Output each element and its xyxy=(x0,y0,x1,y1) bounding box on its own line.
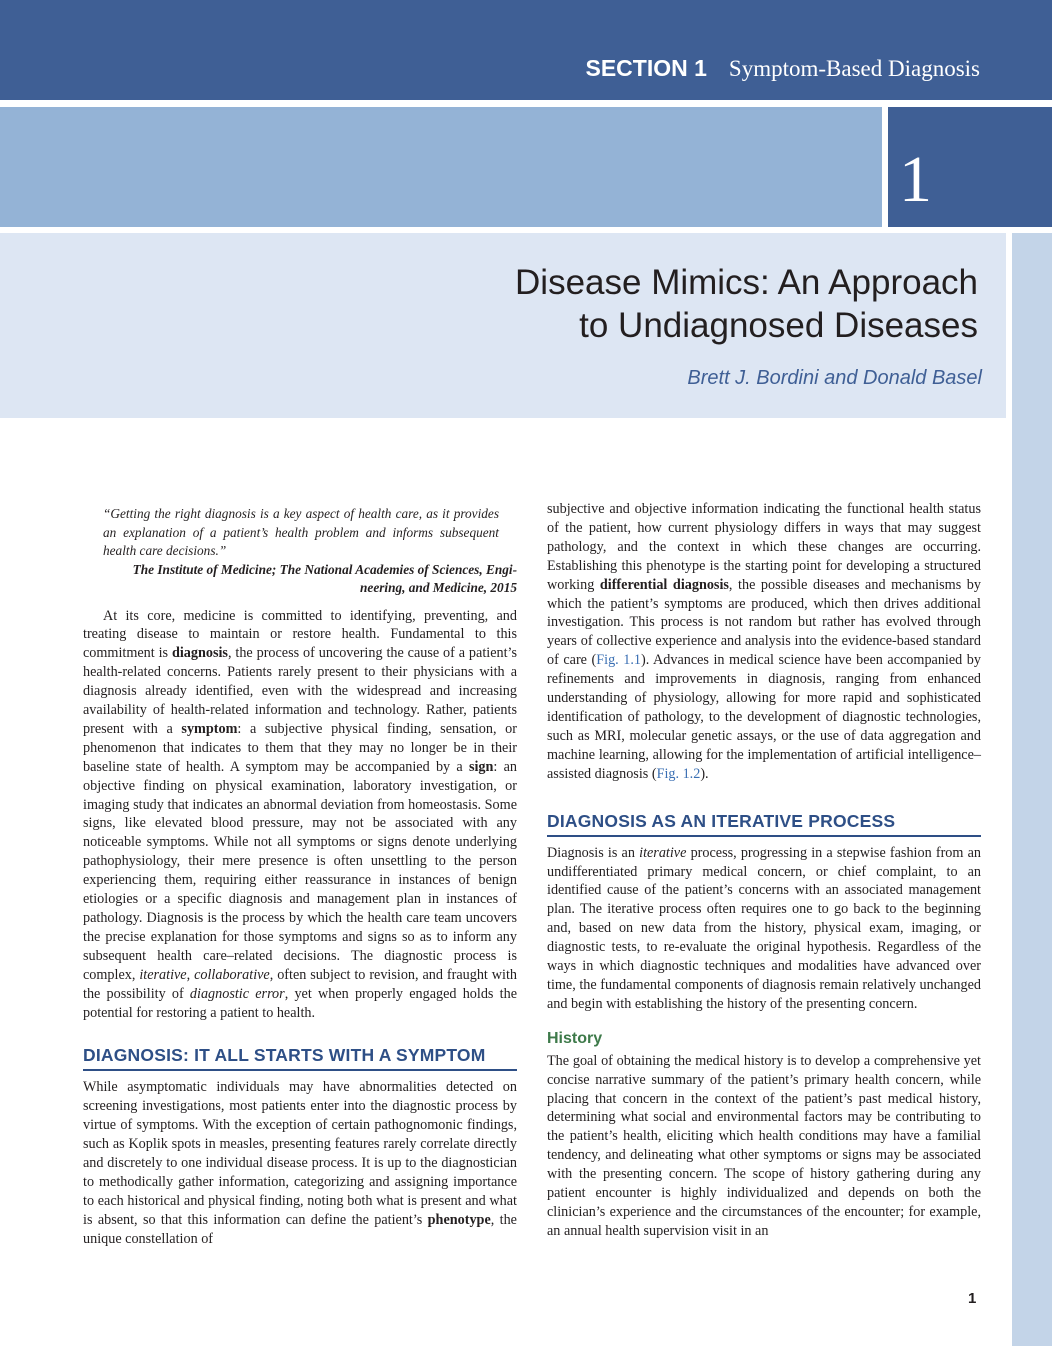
epigraph-source: The Institute of Medicine; The National Academies of Sciences, Engi- neering, and Medicine, 2015 xyxy=(132,561,517,595)
side-decorative-bar xyxy=(1012,233,1052,1346)
phenotype-paragraph: subjective and objective information indicating the functional health status of the patient, how current physiology differs in ways that may suggest pathology, and the context in which these changes are occurring. Establishing this phenotype is the starting point for developing a structured working differential diagnosis, the possible diseases and mechanisms by which the patient’s symptoms are produced, which then drives additional investigation. This process is not random but rather has evolved through years of collective experience and analysis into the evidence-based standard of care (Fig. 1.1). Advances in medical science have been accompanied by refinements and improvements in diagnosis, ranging from enhanced understanding of physiology, allowing for more rapid and sophisticated identification of pathology, to the development of diagnostic technologies, such as MRI, molecular genetic assays, or the use of data aggregation and machine learning, allowing for the implementation of artificial intelligence–assisted diagnosis (Fig. 1.2). xyxy=(547,501,981,782)
section-label xyxy=(585,55,980,82)
heading-iterative: DIAGNOSIS AS AN ITERATIVE PROCESS xyxy=(547,810,981,837)
chapter-title-line2: to Undiagnosed Diseases xyxy=(579,306,978,345)
left-column xyxy=(83,505,517,1249)
chapter-title-band xyxy=(0,233,1006,418)
chapter-title-line1: Disease Mimics: An Approach xyxy=(515,263,978,302)
figure-link-1-2[interactable]: Fig. 1.2 xyxy=(656,765,701,782)
epigraph-quote: “Getting the right diagnosis is a key aspect of health care, as it provides an explanation of a patient’s health problem and informs subsequent health care decisions.” xyxy=(103,506,499,558)
iterative-paragraph: Diagnosis is an iterative process, progressing in a stepwise fashion from an undifferentiated primary medical concern, or chief complaint, to an identified cause of the patient’s concerns with an associated management plan. The iterative process often requires one to go back to the beginning and, based on new data from the history, physical exam, imaging, or diagnostic tests, to re-evaluate the original hypothesis. Regardless of the ways in which diagnostic techniques and modalities have advanced over time, the fundamental components of diagnosis remain relatively unchanged and begin with establishing the history of the presenting concern. xyxy=(547,844,981,1012)
symptom-paragraph: While asymptomatic individuals may have abnormalities detected on screening investigations, most patients enter into the diagnostic process by virtue of symptoms. With the exception of certain pathognomonic findings, such as Koplik spots in measles, presenting features rarely correlate directly and discretely to one individual disease process. It is up to the diagnostician to methodically gather information, categorizing and assigning importance to each historical and physical finding, noting both what is present and what is absent, so that this information can define the patient’s phenotype, the unique constellation of xyxy=(83,1079,517,1247)
intro-paragraph: At its core, medicine is committed to identifying, preventing, and treating disease to maintain or restore health. Fundamental to this commitment is diagnosis, the process of uncovering the cause of a patient’s health-related concerns. Patients rarely present to their physicians with a diagnosis already identified, even with the widespread and increasing availability of health-related information and technology. Rather, patients present with a symptom: a subjective physical finding, sensation, or phenomenon that indicates to them that they may no longer be in their baseline state of health. A symptom may be accompanied by a sign: an objective finding on physical examination, laboratory investigation, or imaging study that indicates an abnormal deviation from homeostasis. Some signs, like elevated blood pressure, may not be associated with any noticeable symptoms. While not all symptoms or signs denote underlying pathophysiology, their mere presence is often unsettling to the person experiencing them, requiring either reassurance in instances of benign etiologies or a specific diagnosis and management plan in instances of pathology. Diagnosis is the process by which the health care team uncovers the precise explanation for those symptoms and signs so as to inform any subsequent health care–related decisions. The diagnostic process is complex, iterative, collaborative, often subject to revision, and fraught with the possibility of diagnostic error, yet when properly engaged holds the potential for restoring a patient to health. xyxy=(83,607,518,1021)
right-column xyxy=(547,500,981,1241)
decorative-band xyxy=(0,107,882,227)
heading-symptom: DIAGNOSIS: IT ALL STARTS WITH A SYMPTOM xyxy=(83,1044,517,1071)
history-paragraph: The goal of obtaining the medical history is to develop a comprehensive yet concise narrative summary of the patient’s primary health concern, while placing that concern in the context of the patient’s past medical history, determining what social and environmental factors may be contributing to the patient’s health, eliciting which health conditions may have a familial tendency, and delineating what other symptoms or signs may be associated with the presenting concern. The scope of history gathering during any patient encounter is highly individualized and depends on both the clinician’s experience and the circumstances of the encounter; for example, an annual health supervision visit in an xyxy=(547,1052,981,1239)
section-header-band xyxy=(0,0,1052,100)
chapter-authors: Brett J. Bordini and Donald Basel xyxy=(687,367,982,389)
section-title: Symptom-Based Diagnosis xyxy=(728,56,980,81)
figure-link-1-1[interactable]: Fig. 1.1 xyxy=(596,652,641,669)
subheading-history: History xyxy=(547,1029,603,1047)
chapter-number: 1 xyxy=(899,143,932,216)
chapter-number-box xyxy=(888,107,1052,227)
page-number: 1 xyxy=(968,1290,977,1307)
section-number: SECTION 1 xyxy=(585,55,707,81)
chapter-title xyxy=(515,261,978,347)
